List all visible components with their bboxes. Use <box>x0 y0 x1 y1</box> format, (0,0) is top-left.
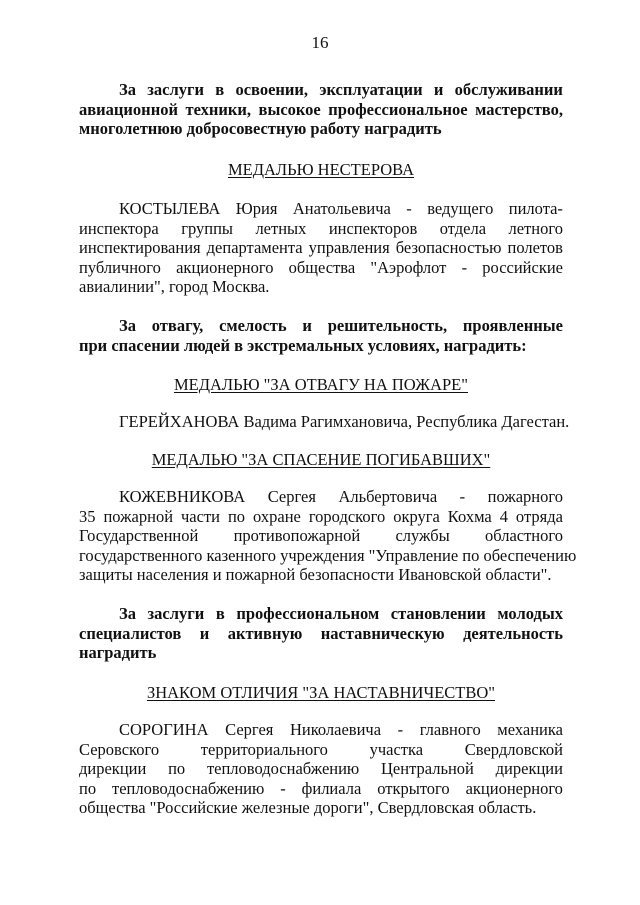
word: КОСТЫЛЕВА <box>119 199 221 218</box>
recipient-1 <box>79 199 563 297</box>
word: и <box>302 316 312 335</box>
text-line: наградить <box>79 643 157 662</box>
recipient-3 <box>79 487 577 585</box>
word: дирекции <box>79 759 147 778</box>
text-line: государственного казенного учреждения "Управление по обеспечению <box>79 545 577 565</box>
word: службы <box>395 526 450 545</box>
award-title-3 <box>79 450 563 470</box>
word: инспектора <box>79 218 159 238</box>
word: главного <box>419 720 481 739</box>
recipient-2 <box>79 412 570 432</box>
text-line <box>79 100 563 120</box>
word: Юрия <box>235 199 278 218</box>
word: авиационной <box>79 99 178 119</box>
text-line <box>79 487 563 507</box>
word: техники, <box>185 99 251 119</box>
word: Сергея <box>225 720 274 739</box>
word: КОЖЕВНИКОВА <box>119 487 246 506</box>
word: противопожарной <box>233 526 361 545</box>
word: публичного <box>79 257 161 277</box>
word: тепловодоснабжению <box>112 778 265 798</box>
text-line <box>79 604 563 624</box>
word: безопасностью <box>395 238 502 257</box>
word: ведущего <box>427 199 494 218</box>
award-heading-mentorship: ЗНАКОМ ОТЛИЧИЯ "ЗА НАСТАВНИЧЕСТВО" <box>146 683 496 702</box>
word: территориального <box>200 739 328 759</box>
word: отвагу, <box>151 316 204 335</box>
word: деятельность <box>463 623 563 643</box>
word: по <box>79 778 97 798</box>
word: Николаевича <box>289 720 382 739</box>
award-heading-nesterov: МЕДАЛЬЮ НЕСТЕРОВА <box>227 160 414 179</box>
award-title-2 <box>79 375 563 395</box>
word: в <box>215 604 225 623</box>
word: высокое <box>258 99 321 119</box>
word: открытого <box>377 778 450 798</box>
word: в <box>215 80 225 99</box>
text-line <box>79 219 563 239</box>
text-line: общества "Российские железные дороги", Свердловская область. <box>79 798 537 817</box>
word: по <box>168 759 186 778</box>
word: решительность, <box>327 316 448 335</box>
word: активную <box>227 623 303 643</box>
award-heading-rescue: МЕДАЛЬЮ "ЗА СПАСЕНИЕ ПОГИБАВШИХ" <box>151 450 491 469</box>
word: тепловодоснабжению <box>206 759 360 778</box>
word: - <box>397 720 404 739</box>
word: Государственной <box>79 526 199 545</box>
word: - <box>459 487 466 506</box>
word: отряда <box>515 506 563 526</box>
word: "Аэрофлот <box>370 257 447 277</box>
word: эксплуатации <box>319 80 423 99</box>
word: Альбертовича <box>338 487 438 506</box>
word: российские <box>482 257 563 277</box>
text-line: авиалинии", город Москва. <box>79 277 270 296</box>
word: департамента <box>206 238 303 257</box>
word: отдела <box>439 218 487 238</box>
word: Свердловской <box>464 739 563 759</box>
text-line <box>79 238 563 258</box>
recipient-4 <box>79 720 563 818</box>
text-line <box>79 80 563 100</box>
word: освоении, <box>235 80 309 99</box>
word: заслуги <box>147 604 205 623</box>
word: и <box>199 623 210 643</box>
word: - <box>461 257 468 277</box>
text-line: многолетнюю добросовестную работу наградить <box>79 119 442 138</box>
word: - <box>280 778 286 798</box>
word: За <box>119 316 136 335</box>
word: полетов <box>507 238 563 257</box>
word: мастерство, <box>475 99 563 119</box>
text-line <box>79 779 563 799</box>
award-intro-2 <box>79 316 563 355</box>
award-heading-fire-bravery: МЕДАЛЬЮ "ЗА ОТВАГУ НА ПОЖАРЕ" <box>173 375 468 394</box>
text-line <box>79 316 563 336</box>
word: филиала <box>301 778 362 798</box>
word: За <box>119 80 136 99</box>
word: участка <box>369 739 424 759</box>
word: 4 <box>499 506 508 526</box>
word: проявленные <box>462 316 563 335</box>
word: За <box>119 604 136 623</box>
word: механика <box>497 720 563 739</box>
word: округа <box>393 506 440 526</box>
word: части <box>181 506 220 526</box>
word: областного <box>484 526 563 545</box>
word: 35 <box>79 506 96 526</box>
word: профессиональное <box>328 99 468 119</box>
text-line: при спасении людей в экстремальных условиях, наградить: <box>79 335 527 355</box>
word: профессиональном <box>236 604 380 623</box>
text-line <box>79 740 563 760</box>
word: обслуживании <box>454 80 563 99</box>
word: и <box>433 80 444 99</box>
award-intro-1 <box>79 80 563 139</box>
word: летного <box>508 218 563 238</box>
word: СОРОГИНА <box>119 720 209 739</box>
word: Анатольевича <box>292 199 391 218</box>
word: - <box>406 199 412 218</box>
text-line <box>79 199 563 219</box>
word: Кохма <box>447 506 492 526</box>
word: пожарной <box>103 506 174 526</box>
word: по <box>227 506 246 526</box>
text-line: защиты населения и пожарной безопасности Ивановской области". <box>79 565 552 584</box>
word: инспектирования <box>79 238 201 257</box>
text-line: ГЕРЕЙХАНОВА Вадима Рагимхановича, Республика Дагестан. <box>119 412 570 431</box>
word: Сергея <box>267 487 316 506</box>
text-line <box>79 759 563 779</box>
text-line <box>79 624 563 644</box>
word: летных <box>255 218 307 238</box>
word: акционерного <box>176 257 274 277</box>
word: пожарного <box>487 487 563 506</box>
word: становлении <box>390 604 486 623</box>
award-title-1 <box>79 160 563 180</box>
word: заслуги <box>147 80 204 99</box>
text-line <box>79 720 563 740</box>
word: инспекторов <box>328 218 418 238</box>
page-number: 16 <box>311 33 329 52</box>
award-intro-4 <box>79 604 563 663</box>
word: Центральной <box>381 759 474 778</box>
word: группы <box>181 218 233 238</box>
text-line <box>79 526 563 546</box>
text-line <box>79 507 563 527</box>
word: молодых <box>497 604 563 623</box>
word: Серовского <box>79 739 160 759</box>
word: наставническую <box>320 623 445 643</box>
word: управления <box>308 238 390 257</box>
word: охране <box>253 506 301 526</box>
award-title-4 <box>79 683 563 703</box>
word: дирекции <box>495 759 563 778</box>
word: городского <box>308 506 386 526</box>
word: специалистов <box>79 623 182 643</box>
word: общества <box>288 257 356 277</box>
word: акционерного <box>465 778 563 798</box>
word: пилота- <box>508 199 563 218</box>
text-line <box>79 258 563 278</box>
word: смелость <box>219 316 287 335</box>
